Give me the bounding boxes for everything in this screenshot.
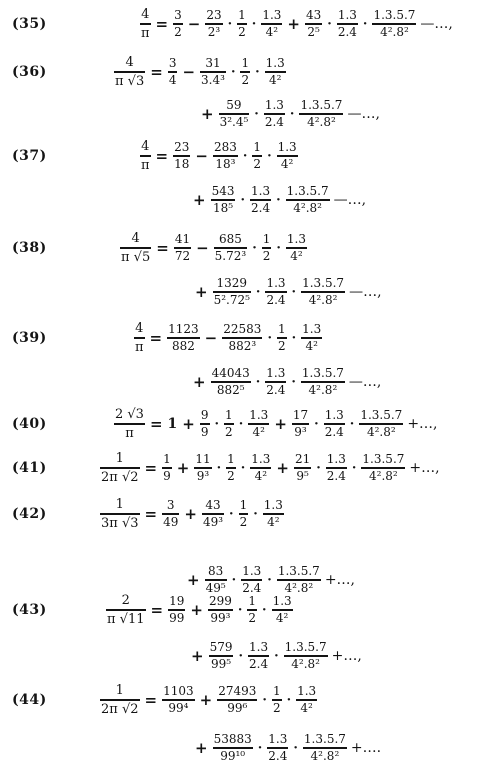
term-fraction: $\frac{17}{\text{9³}}$ bbox=[292, 408, 309, 439]
equation-42-line-1: (42) $\frac{1}{3\pi √3}$ = $\frac{3}{49}$ + $\frac{43}{\text{49³}}$ · $\frac{1}{2}$ · $\frac{1.3}{\text{4²}}$ bbox=[12, 497, 283, 531]
term-fraction: $\frac{1.3.5.7}{\text{4².8²}}$ bbox=[300, 98, 343, 129]
series-continuation: +…, bbox=[409, 460, 440, 476]
term-fraction: $\frac{3}{49}$ bbox=[163, 498, 179, 529]
term-fraction: $\frac{3}{4}$ bbox=[168, 56, 177, 87]
term-fraction: $\frac{1.3}{\text{4²}}$ bbox=[286, 232, 306, 263]
lhs-fraction: $\frac{4}{\pi}$ bbox=[135, 321, 144, 355]
term-fraction: $\frac{685}{\text{5.72³}}$ bbox=[214, 232, 247, 263]
lhs-fraction: $\frac{2 √3}{\pi}$ bbox=[115, 407, 144, 441]
term-fraction: $\frac{1.3.5.7}{\text{4².8²}}$ bbox=[360, 408, 403, 439]
equation-43-line-1: (43) $\frac{2}{\pi √11}$ = $\frac{19}{99}$ + $\frac{299}{\text{99³}}$ · $\frac{1}{2}$ · $\frac{1.3}{\text{4²}}$ bbox=[12, 593, 292, 627]
term-fraction: $\frac{1329}{\text{5².72⁵}}$ bbox=[213, 276, 250, 307]
equation-number: (43) bbox=[12, 602, 47, 618]
term-fraction: $\frac{1}{2}$ bbox=[253, 140, 262, 171]
term-fraction: $\frac{1}{2}$ bbox=[225, 408, 233, 439]
equation-number: (40) bbox=[12, 416, 47, 432]
term-fraction: $\frac{9}{9}$ bbox=[200, 408, 209, 439]
term-fraction: $\frac{21}{\text{9⁵}}$ bbox=[294, 452, 311, 483]
term-fraction: $\frac{1}{2}$ bbox=[277, 322, 286, 353]
lhs-fraction: $\frac{4}{\pi √3}$ bbox=[115, 55, 145, 89]
term-fraction: $\frac{1.3}{\text{4²}}$ bbox=[263, 498, 283, 529]
term-fraction: $\frac{1.3.5.7}{\text{4².8²}}$ bbox=[284, 640, 327, 671]
term-fraction: $\frac{11}{\text{9³}}$ bbox=[195, 452, 211, 483]
term-fraction: $\frac{1.3.5.7}{\text{4².8²}}$ bbox=[303, 732, 346, 763]
term-fraction: $\frac{23}{\text{2³}}$ bbox=[206, 8, 222, 39]
series-continuation: —…, bbox=[333, 192, 367, 208]
term-fraction: $\frac{1.3}{2.4}$ bbox=[337, 8, 357, 39]
equation-41-line-1: (41) $\frac{1}{2\pi √2}$ = $\frac{1}{9}$ + $\frac{11}{\text{9³}}$ · $\frac{1}{2}$ · $\frac{1.3}{\text{4²}}$ + $\frac{21}{\text{9⁵}}$ · $\frac{1.3}{2.4}$ · $\frac{1.3.5.7}{\text{4².8²}}$ +…, bbox=[12, 451, 440, 485]
term-fraction: $\frac{1.3}{2.4}$ bbox=[266, 366, 286, 397]
term-fraction: $\frac{1.3}{2.4}$ bbox=[249, 640, 269, 671]
term-fraction: $\frac{43}{\text{2⁵}}$ bbox=[306, 8, 322, 39]
term-fraction: $\frac{22583}{\text{882³}}$ bbox=[223, 322, 262, 353]
term-fraction: $\frac{1}{2}$ bbox=[238, 8, 246, 39]
term-fraction: $\frac{1.3}{2.4}$ bbox=[251, 184, 271, 215]
term-fraction: $\frac{1.3.5.7}{\text{4².8²}}$ bbox=[301, 366, 344, 397]
term-fraction: $\frac{1.3}{2.4}$ bbox=[324, 408, 344, 439]
term-fraction: $\frac{1}{2}$ bbox=[227, 452, 235, 483]
term-fraction: $\frac{59}{\text{3².4⁵}}$ bbox=[219, 98, 249, 129]
term-fraction: $\frac{1.3}{\text{4²}}$ bbox=[249, 408, 269, 439]
term-fraction: $\frac{41}{72}$ bbox=[174, 232, 191, 263]
lhs-fraction: $\frac{4}{\pi}$ bbox=[141, 139, 150, 173]
term-fraction: $\frac{579}{\text{99⁵}}$ bbox=[209, 640, 233, 671]
term-fraction: $\frac{83}{\text{49⁵}}$ bbox=[205, 564, 226, 595]
series-continuation: —…, bbox=[420, 16, 453, 32]
term-fraction: $\frac{53883}{\text{99¹⁰}}$ bbox=[213, 732, 252, 763]
series-continuation: +…, bbox=[324, 572, 355, 588]
term-fraction: $\frac{1.3.5.7}{\text{4².8²}}$ bbox=[362, 452, 405, 483]
equation-39-line-2: + $\frac{44043}{\text{882⁵}}$ · $\frac{1.3}{2.4}$ · $\frac{1.3.5.7}{\text{4².8²}}$ —…, bbox=[193, 366, 382, 397]
equation-number: (44) bbox=[12, 692, 47, 708]
equation-37-line-1: (37) $\frac{4}{\pi}$ = $\frac{23}{18}$ − $\frac{283}{\text{18³}}$ · $\frac{1}{2}$ · $\frac{1.3}{\text{4²}}$ bbox=[12, 139, 297, 173]
equation-43-line-2: + $\frac{579}{\text{99⁵}}$ · $\frac{1.3}{2.4}$ · $\frac{1.3.5.7}{\text{4².8²}}$ +…, bbox=[191, 640, 362, 671]
term-fraction: $\frac{31}{\text{3.4³}}$ bbox=[201, 56, 225, 87]
lhs-fraction: $\frac{1}{2\pi √2}$ bbox=[101, 451, 139, 485]
equation-38-line-2: + $\frac{1329}{\text{5².72⁵}}$ · $\frac{1.3}{2.4}$ · $\frac{1.3.5.7}{\text{4².8²}}$ —…, bbox=[195, 276, 382, 307]
term-fraction: $\frac{1.3}{\text{4²}}$ bbox=[297, 684, 317, 715]
term-fraction: $\frac{543}{\text{18⁵}}$ bbox=[211, 184, 235, 215]
equation-36-line-1: (36) $\frac{4}{\pi √3}$ = $\frac{3}{4}$ − $\frac{31}{\text{3.4³}}$ · $\frac{1}{2}$ · $\frac{1.3}{\text{4²}}$ bbox=[12, 55, 285, 89]
term-fraction: $\frac{299}{\text{99³}}$ bbox=[208, 594, 232, 625]
equation-number: (39) bbox=[12, 330, 47, 346]
series-continuation: —…, bbox=[349, 284, 382, 300]
series-continuation: +…, bbox=[331, 648, 362, 664]
equation-38-line-1: (38) $\frac{4}{\pi √5}$ = $\frac{41}{72}$ − $\frac{685}{\text{5.72³}}$ · $\frac{1}{2}$ · $\frac{1.3}{\text{4²}}$ bbox=[12, 231, 306, 265]
term-fraction: $\frac{19}{99}$ bbox=[169, 594, 185, 625]
term-fraction: $\frac{1}{2}$ bbox=[241, 56, 250, 87]
term-fraction: $\frac{283}{\text{18³}}$ bbox=[213, 140, 237, 171]
term-fraction: $\frac{1.3}{2.4}$ bbox=[268, 732, 288, 763]
equation-42-line-2: + $\frac{83}{\text{49⁵}}$ · $\frac{1.3}{2.4}$ · $\frac{1.3.5.7}{\text{4².8²}}$ +…, bbox=[187, 564, 355, 595]
equation-39-line-1: (39) $\frac{4}{\pi}$ = $\frac{1123}{882}$ − $\frac{22583}{\text{882³}}$ · $\frac{1}{2}$ · $\frac{1.3}{\text{4²}}$ bbox=[12, 321, 322, 355]
term-fraction: $\frac{43}{\text{49³}}$ bbox=[202, 498, 224, 529]
term-fraction: $\frac{1.3}{2.4}$ bbox=[242, 564, 262, 595]
lhs-fraction: $\frac{2}{\pi √11}$ bbox=[107, 593, 145, 627]
equation-number: (37) bbox=[12, 148, 47, 164]
term-fraction: $\frac{1.3.5.7}{\text{4².8²}}$ bbox=[373, 8, 416, 39]
term-fraction: $\frac{1}{2}$ bbox=[262, 232, 271, 263]
term-fraction: $\frac{1.3}{\text{4²}}$ bbox=[265, 56, 285, 87]
equation-37-line-2: + $\frac{543}{\text{18⁵}}$ · $\frac{1.3}{2.4}$ · $\frac{1.3.5.7}{\text{4².8²}}$ —…, bbox=[193, 184, 367, 215]
term-fraction: $\frac{1.3}{2.4}$ bbox=[266, 276, 286, 307]
lhs-fraction: $\frac{4}{\pi √5}$ bbox=[121, 231, 151, 265]
term-fraction: $\frac{1}{2}$ bbox=[248, 594, 257, 625]
term-fraction: $\frac{3}{2}$ bbox=[174, 8, 182, 39]
lhs-fraction: $\frac{1}{3\pi √3}$ bbox=[101, 497, 139, 531]
term-fraction: $\frac{1.3.5.7}{\text{4².8²}}$ bbox=[277, 564, 320, 595]
equation-number: (35) bbox=[12, 16, 47, 32]
term-fraction: $\frac{1.3.5.7}{\text{4².8²}}$ bbox=[302, 276, 345, 307]
term-fraction: $\frac{1103}{\text{99⁴}}$ bbox=[163, 684, 194, 715]
lhs-fraction: $\frac{1}{2\pi √2}$ bbox=[101, 683, 139, 717]
term-fraction: $\frac{1123}{882}$ bbox=[168, 322, 199, 353]
term-fraction: $\frac{27493}{\text{99⁶}}$ bbox=[218, 684, 257, 715]
equation-number: (38) bbox=[12, 240, 47, 256]
equation-35-line-1: (35) $\frac{4}{\pi}$ = $\frac{3}{2}$ − $\frac{23}{\text{2³}}$ · $\frac{1}{2}$ · $\frac{1.3}{\text{4²}}$ + $\frac{43}{\text{2⁵}}$ · $\frac{1.3}{2.4}$ · $\frac{1.3.5.7}{\text{4².8²}}$ —…, bbox=[12, 7, 453, 41]
term-fraction: $\frac{23}{18}$ bbox=[174, 140, 190, 171]
term-fraction: $\frac{1.3.5.7}{\text{4².8²}}$ bbox=[286, 184, 329, 215]
equation-36-line-2: + $\frac{59}{\text{3².4⁵}}$ · $\frac{1.3}{2.4}$ · $\frac{1.3.5.7}{\text{4².8²}}$ —…, bbox=[201, 98, 380, 129]
series-continuation: +…. bbox=[350, 740, 382, 756]
equation-number: (42) bbox=[12, 506, 47, 522]
equation-number: (36) bbox=[12, 64, 47, 80]
term-fraction: $\frac{1.3}{\text{4²}}$ bbox=[302, 322, 322, 353]
term-fraction: $\frac{1}{2}$ bbox=[272, 684, 281, 715]
term-fraction: $\frac{1}{2}$ bbox=[239, 498, 248, 529]
equation-number: (41) bbox=[12, 460, 47, 476]
term-fraction: $\frac{1.3}{\text{4²}}$ bbox=[262, 8, 282, 39]
equation-44-line-1: (44) $\frac{1}{2\pi √2}$ = $\frac{1103}{\text{99⁴}}$ + $\frac{27493}{\text{99⁶}}$ · $\frac{1}{2}$ · $\frac{1.3}{\text{4²}}$ bbox=[12, 683, 317, 717]
term-fraction: $\frac{1.3}{2.4}$ bbox=[326, 452, 346, 483]
term-fraction: $\frac{1.3}{\text{4²}}$ bbox=[272, 594, 292, 625]
equation-44-line-2: + $\frac{53883}{\text{99¹⁰}}$ · $\frac{1.3}{2.4}$ · $\frac{1.3.5.7}{\text{4².8²}}$ +…. bbox=[195, 732, 382, 763]
lhs-fraction: $\frac{4}{\pi}$ bbox=[141, 7, 150, 41]
equation-40-line-1: (40) $\frac{2 √3}{\pi}$ = 1 + $\frac{9}{9}$ · $\frac{1}{2}$ · $\frac{1.3}{\text{4²}}$ + $\frac{17}{\text{9³}}$ · $\frac{1.3}{2.4}$ · $\frac{1.3.5.7}{\text{4².8²}}$ +…, bbox=[12, 407, 438, 441]
term-fraction: $\frac{1}{9}$ bbox=[163, 452, 171, 483]
term-fraction: $\frac{1.3}{2.4}$ bbox=[264, 98, 284, 129]
constant-term: 1 bbox=[167, 416, 178, 432]
series-continuation: +…, bbox=[407, 416, 438, 432]
term-fraction: $\frac{1.3}{\text{4²}}$ bbox=[251, 452, 271, 483]
series-continuation: —…, bbox=[347, 106, 380, 122]
term-fraction: $\frac{44043}{\text{882⁵}}$ bbox=[211, 366, 250, 397]
series-continuation: —…, bbox=[348, 374, 382, 390]
term-fraction: $\frac{1.3}{\text{4²}}$ bbox=[277, 140, 297, 171]
